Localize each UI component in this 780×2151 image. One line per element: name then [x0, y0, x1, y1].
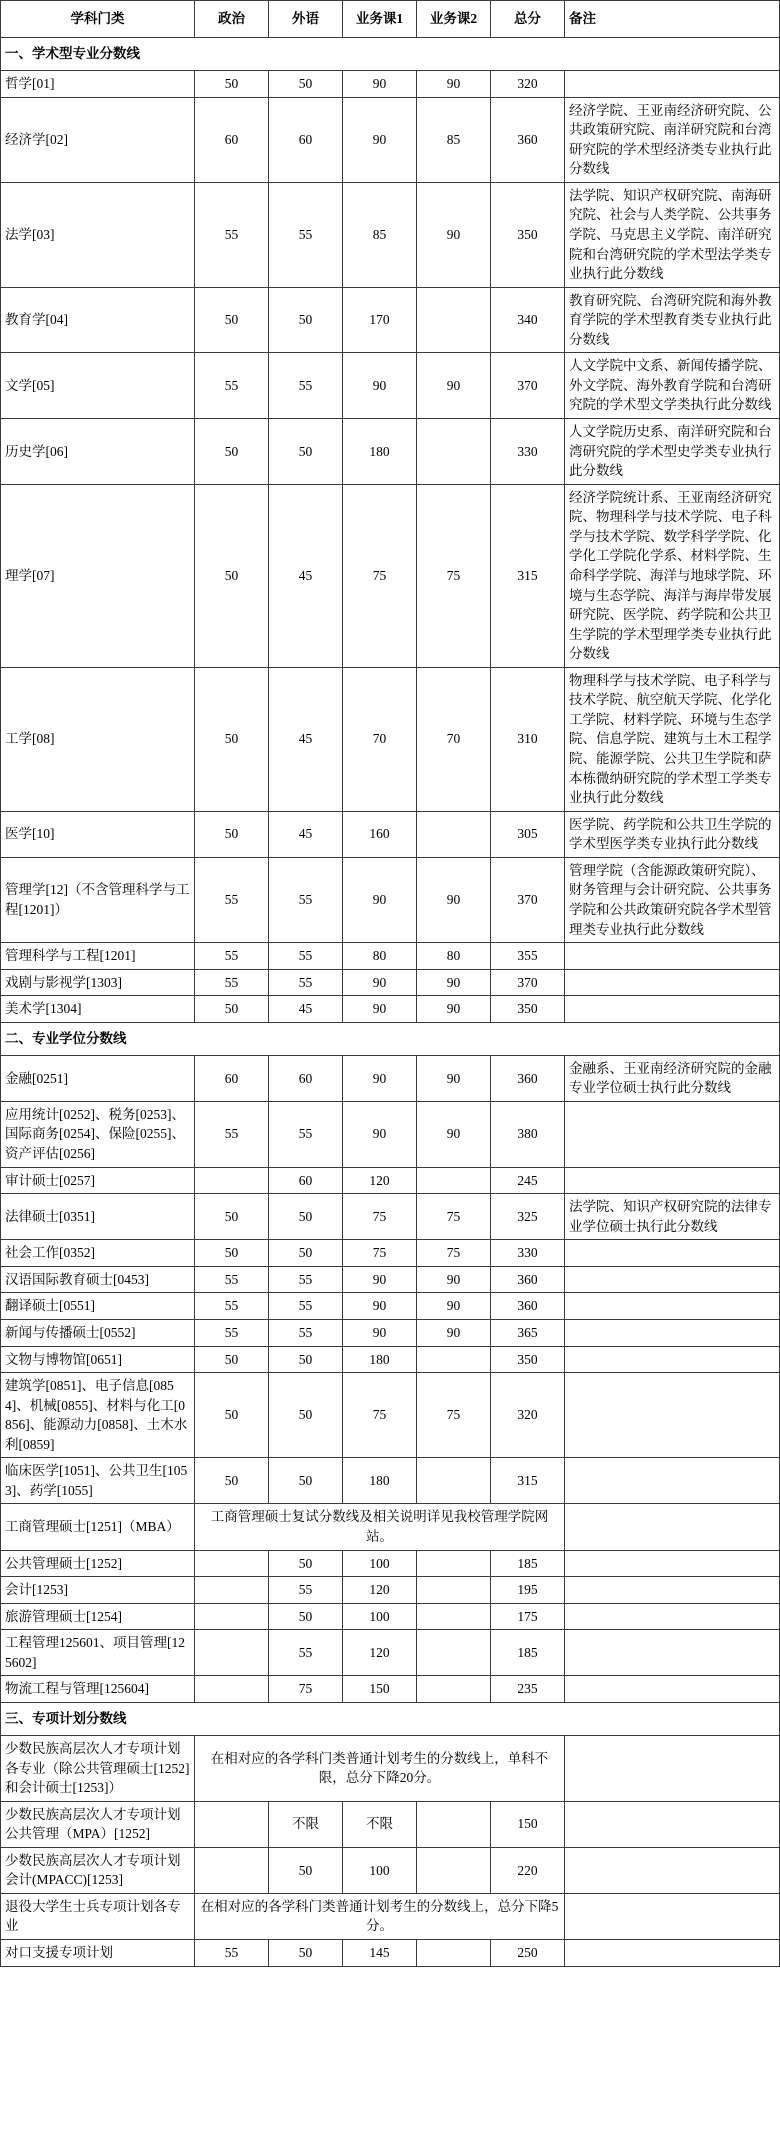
cell-total-score: 340: [491, 287, 565, 353]
cell-total-score: 355: [491, 943, 565, 970]
cell-subject: 教育学[04]: [1, 287, 195, 353]
section-header-row: [1, 38, 780, 71]
table-row: [1, 1055, 780, 1101]
cell-remark: [565, 1630, 780, 1676]
cell-foreign-language: 50: [269, 1603, 343, 1630]
header-politics: 政治: [195, 1, 269, 38]
cell-subject: 少数民族高层次人才专项计划各专业（除公共管理硕士[1252]和会计硕士[1253]）: [1, 1735, 195, 1801]
cell-remark: [565, 1504, 780, 1550]
cell-major-course-2: [417, 811, 491, 857]
cell-major-course-2: 90: [417, 1319, 491, 1346]
table-row: [1, 1240, 780, 1267]
cell-politics: 55: [195, 1940, 269, 1967]
header-subject: 学科门类: [1, 1, 195, 38]
cell-subject: 退役大学生士兵专项计划各专业: [1, 1893, 195, 1939]
cell-foreign-language: 55: [269, 1293, 343, 1320]
cell-foreign-language: 55: [269, 943, 343, 970]
cell-subject: 汉语国际教育硕士[0453]: [1, 1266, 195, 1293]
cell-politics: [195, 1847, 269, 1893]
cell-total-score: 350: [491, 996, 565, 1023]
cell-major-course-2: 90: [417, 353, 491, 419]
cell-foreign-language: 50: [269, 1847, 343, 1893]
cell-foreign-language: 50: [269, 1458, 343, 1504]
cell-politics: 55: [195, 969, 269, 996]
cell-merged-note: 在相对应的各学科门类普通计划考生的分数线上，单科不限，总分下降20分。: [195, 1735, 565, 1801]
cell-foreign-language: 45: [269, 484, 343, 667]
section-title: 二、专业学位分数线: [1, 1022, 780, 1055]
cell-remark: [565, 1603, 780, 1630]
cell-major-course-2: [417, 1847, 491, 1893]
cell-total-score: 330: [491, 1240, 565, 1267]
header-major-course-1: 业务课1: [343, 1, 417, 38]
cell-major-course-2: 90: [417, 996, 491, 1023]
cell-foreign-language: 55: [269, 969, 343, 996]
cell-remark: 管理学院（含能源政策研究院）、财务管理与会计研究院、公共事务学院和公共政策研究院各学术型管理类专业执行此分数线: [565, 857, 780, 942]
cell-remark: 物理科学与技术学院、电子科学与技术学院、航空航天学院、化学化工学院、材料学院、环境与生态学院、信息学院、建筑与土木工程学院、能源学院、公共卫生学院和萨本栋微纳研究院的学术型工学类专业执行此分数线: [565, 667, 780, 811]
cell-major-course-2: [417, 1801, 491, 1847]
cell-politics: [195, 1630, 269, 1676]
cell-total-score: 195: [491, 1577, 565, 1604]
cell-major-course-1: 75: [343, 1194, 417, 1240]
cell-subject: 会计[1253]: [1, 1577, 195, 1604]
cell-major-course-1: 75: [343, 1373, 417, 1458]
cell-remark: [565, 1167, 780, 1194]
table-row: [1, 969, 780, 996]
cell-politics: 55: [195, 353, 269, 419]
cell-foreign-language: 50: [269, 1194, 343, 1240]
table-row: [1, 1293, 780, 1320]
cell-subject: 理学[07]: [1, 484, 195, 667]
cell-total-score: 330: [491, 419, 565, 485]
cell-major-course-2: 70: [417, 667, 491, 811]
cell-remark: 金融系、王亚南经济研究院的金融专业学位硕士执行此分数线: [565, 1055, 780, 1101]
cell-major-course-2: [417, 1630, 491, 1676]
cell-total-score: 185: [491, 1550, 565, 1577]
cell-remark: [565, 996, 780, 1023]
cell-major-course-1: 90: [343, 97, 417, 182]
cell-subject: 管理学[12]（不含管理科学与工程[1201]）: [1, 857, 195, 942]
table-row: [1, 1577, 780, 1604]
cell-foreign-language: 50: [269, 419, 343, 485]
cell-major-course-1: 90: [343, 71, 417, 98]
cell-politics: 50: [195, 71, 269, 98]
cell-subject: 法律硕士[0351]: [1, 1194, 195, 1240]
cell-remark: [565, 1940, 780, 1967]
cell-politics: 55: [195, 1293, 269, 1320]
cell-remark: [565, 1266, 780, 1293]
cell-foreign-language: 60: [269, 97, 343, 182]
cell-major-course-1: 160: [343, 811, 417, 857]
cell-major-course-1: 不限: [343, 1801, 417, 1847]
cell-foreign-language: 55: [269, 1101, 343, 1167]
table-row: [1, 1373, 780, 1458]
cell-subject: 新闻与传播硕士[0552]: [1, 1319, 195, 1346]
cell-major-course-2: [417, 287, 491, 353]
cell-total-score: 175: [491, 1603, 565, 1630]
table-row: [1, 1458, 780, 1504]
cell-major-course-2: 90: [417, 857, 491, 942]
table-row: [1, 1603, 780, 1630]
table-row: [1, 1167, 780, 1194]
cell-total-score: 310: [491, 667, 565, 811]
cell-major-course-2: [417, 419, 491, 485]
cell-politics: 60: [195, 1055, 269, 1101]
cell-total-score: 350: [491, 1346, 565, 1373]
cell-remark: [565, 1801, 780, 1847]
cell-major-course-1: 145: [343, 1940, 417, 1967]
cell-subject: 工程管理125601、项目管理[125602]: [1, 1630, 195, 1676]
cell-major-course-2: 75: [417, 484, 491, 667]
cell-major-course-2: [417, 1676, 491, 1703]
cell-subject: 医学[10]: [1, 811, 195, 857]
table-row: [1, 1940, 780, 1967]
table-row: [1, 1676, 780, 1703]
table-row: [1, 353, 780, 419]
cell-politics: [195, 1603, 269, 1630]
cell-major-course-1: 80: [343, 943, 417, 970]
table-row: [1, 287, 780, 353]
header-row: [1, 1, 780, 38]
cell-foreign-language: 50: [269, 1940, 343, 1967]
cell-foreign-language: 45: [269, 667, 343, 811]
cell-major-course-1: 180: [343, 419, 417, 485]
cell-major-course-2: 90: [417, 182, 491, 287]
cell-total-score: 365: [491, 1319, 565, 1346]
cell-politics: 60: [195, 97, 269, 182]
cell-total-score: 360: [491, 1293, 565, 1320]
cell-major-course-1: 90: [343, 1319, 417, 1346]
cell-subject: 工学[08]: [1, 667, 195, 811]
table-row: [1, 1319, 780, 1346]
cell-major-course-2: [417, 1550, 491, 1577]
cell-merged-note: 在相对应的各学科门类普通计划考生的分数线上，总分下降5分。: [195, 1893, 565, 1939]
cell-foreign-language: 不限: [269, 1801, 343, 1847]
cell-remark: [565, 1319, 780, 1346]
section-title: 三、专项计划分数线: [1, 1702, 780, 1735]
cell-remark: [565, 1101, 780, 1167]
cell-major-course-1: 90: [343, 1293, 417, 1320]
cell-major-course-1: 85: [343, 182, 417, 287]
cell-major-course-2: 75: [417, 1194, 491, 1240]
cell-major-course-2: 80: [417, 943, 491, 970]
cell-subject: 少数民族高层次人才专项计划会计(MPACC)[1253]: [1, 1847, 195, 1893]
section-title: 一、学术型专业分数线: [1, 38, 780, 71]
cell-total-score: 315: [491, 1458, 565, 1504]
table-row: [1, 1266, 780, 1293]
cell-total-score: 380: [491, 1101, 565, 1167]
table-row: [1, 1194, 780, 1240]
cell-major-course-2: 90: [417, 969, 491, 996]
cell-politics: 55: [195, 943, 269, 970]
cell-major-course-2: [417, 1577, 491, 1604]
table-row: [1, 1893, 780, 1939]
cell-remark: 教育研究院、台湾研究院和海外教育学院的学术型教育类专业执行此分数线: [565, 287, 780, 353]
cell-foreign-language: 60: [269, 1167, 343, 1194]
table-row: [1, 182, 780, 287]
cell-foreign-language: 75: [269, 1676, 343, 1703]
table-row: [1, 1847, 780, 1893]
cell-foreign-language: 55: [269, 1319, 343, 1346]
cell-major-course-2: 90: [417, 71, 491, 98]
cell-total-score: 235: [491, 1676, 565, 1703]
cell-subject: 工商管理硕士[1251]（MBA）: [1, 1504, 195, 1550]
cell-politics: 50: [195, 996, 269, 1023]
table-header: [1, 1, 780, 38]
cell-remark: 人文学院中文系、新闻传播学院、外文学院、海外教育学院和台湾研究院的学术型文学类执行此分数线: [565, 353, 780, 419]
cell-subject: 公共管理硕士[1252]: [1, 1550, 195, 1577]
cell-foreign-language: 55: [269, 1266, 343, 1293]
cell-total-score: 150: [491, 1801, 565, 1847]
header-major-course-2: 业务课2: [417, 1, 491, 38]
cell-remark: [565, 969, 780, 996]
cell-total-score: 315: [491, 484, 565, 667]
cell-major-course-1: 150: [343, 1676, 417, 1703]
cell-politics: 50: [195, 1346, 269, 1373]
cell-remark: [565, 1373, 780, 1458]
cell-major-course-1: 100: [343, 1550, 417, 1577]
cell-major-course-1: 90: [343, 353, 417, 419]
table-row: [1, 1630, 780, 1676]
cell-politics: [195, 1801, 269, 1847]
cell-merged-note: 工商管理硕士复试分数线及相关说明详见我校管理学院网站。: [195, 1504, 565, 1550]
cell-subject: 物流工程与管理[125604]: [1, 1676, 195, 1703]
cell-politics: 50: [195, 1458, 269, 1504]
cell-politics: 50: [195, 1240, 269, 1267]
cell-total-score: 370: [491, 353, 565, 419]
cell-politics: 50: [195, 287, 269, 353]
cell-remark: 人文学院历史系、南洋研究院和台湾研究院的学术型史学类专业执行此分数线: [565, 419, 780, 485]
cell-major-course-1: 90: [343, 1055, 417, 1101]
cell-major-course-2: [417, 1940, 491, 1967]
cell-foreign-language: 50: [269, 1550, 343, 1577]
cell-total-score: 360: [491, 1055, 565, 1101]
cell-politics: 55: [195, 182, 269, 287]
cell-remark: 法学院、知识产权研究院的法律专业学位硕士执行此分数线: [565, 1194, 780, 1240]
header-foreign-language: 外语: [269, 1, 343, 38]
table-body: [1, 38, 780, 1967]
table-row: [1, 996, 780, 1023]
cell-foreign-language: 45: [269, 811, 343, 857]
cell-total-score: 325: [491, 1194, 565, 1240]
table-row: [1, 667, 780, 811]
cell-remark: [565, 1577, 780, 1604]
cell-total-score: 245: [491, 1167, 565, 1194]
cell-politics: 50: [195, 667, 269, 811]
cell-subject: 美术学[1304]: [1, 996, 195, 1023]
cell-major-course-1: 90: [343, 857, 417, 942]
cell-remark: [565, 1893, 780, 1939]
cell-subject: 翻译硕士[0551]: [1, 1293, 195, 1320]
cell-remark: [565, 1293, 780, 1320]
cell-major-course-1: 170: [343, 287, 417, 353]
cell-remark: 经济学院、王亚南经济研究院、公共政策研究院、南洋研究院和台湾研究院的学术型经济类专业执行此分数线: [565, 97, 780, 182]
cell-remark: [565, 1847, 780, 1893]
table-row: [1, 811, 780, 857]
cell-remark: [565, 1676, 780, 1703]
cell-subject: 文物与博物馆[0651]: [1, 1346, 195, 1373]
cell-major-course-2: [417, 1603, 491, 1630]
cell-remark: 医学院、药学院和公共卫生学院的学术型医学类专业执行此分数线: [565, 811, 780, 857]
table-row: [1, 484, 780, 667]
cell-subject: 建筑学[0851]、电子信息[0854]、机械[0855]、材料与化工[0856]、能源动力[0858]、土木水利[0859]: [1, 1373, 195, 1458]
cell-subject: 旅游管理硕士[1254]: [1, 1603, 195, 1630]
cell-politics: 55: [195, 857, 269, 942]
cell-total-score: 370: [491, 857, 565, 942]
cell-total-score: 320: [491, 1373, 565, 1458]
cell-foreign-language: 50: [269, 1373, 343, 1458]
header-total-score: 总分: [491, 1, 565, 38]
cell-foreign-language: 50: [269, 1346, 343, 1373]
cell-remark: [565, 943, 780, 970]
cell-major-course-2: 90: [417, 1101, 491, 1167]
cell-foreign-language: 55: [269, 353, 343, 419]
cell-politics: 55: [195, 1266, 269, 1293]
cell-major-course-1: 120: [343, 1630, 417, 1676]
table-row: [1, 1346, 780, 1373]
cell-foreign-language: 55: [269, 182, 343, 287]
cell-major-course-2: [417, 1458, 491, 1504]
cell-major-course-1: 100: [343, 1847, 417, 1893]
cell-politics: 50: [195, 811, 269, 857]
section-header-row: [1, 1022, 780, 1055]
cell-total-score: 360: [491, 97, 565, 182]
cell-major-course-1: 90: [343, 996, 417, 1023]
cell-subject: 金融[0251]: [1, 1055, 195, 1101]
table-row: [1, 71, 780, 98]
cell-remark: [565, 1550, 780, 1577]
cell-remark: [565, 1735, 780, 1801]
cell-subject: 对口支援专项计划: [1, 1940, 195, 1967]
cell-major-course-2: 90: [417, 1266, 491, 1293]
cell-major-course-1: 120: [343, 1577, 417, 1604]
table-row: [1, 1735, 780, 1801]
section-header-row: [1, 1702, 780, 1735]
cell-subject: 文学[05]: [1, 353, 195, 419]
cell-major-course-1: 90: [343, 969, 417, 996]
cell-remark: 法学院、知识产权研究院、南海研究院、社会与人类学院、公共事务学院、马克思主义学院、南洋研究院和台湾研究院的学术型法学类专业执行此分数线: [565, 182, 780, 287]
cell-total-score: 185: [491, 1630, 565, 1676]
table-row: [1, 857, 780, 942]
cell-total-score: 320: [491, 71, 565, 98]
cell-total-score: 220: [491, 1847, 565, 1893]
cell-major-course-1: 75: [343, 484, 417, 667]
cell-foreign-language: 55: [269, 1630, 343, 1676]
cell-politics: 50: [195, 1194, 269, 1240]
cell-total-score: 305: [491, 811, 565, 857]
cell-foreign-language: 50: [269, 1240, 343, 1267]
cell-foreign-language: 50: [269, 287, 343, 353]
cell-subject: 社会工作[0352]: [1, 1240, 195, 1267]
cell-major-course-1: 180: [343, 1458, 417, 1504]
table-row: [1, 419, 780, 485]
cell-major-course-1: 120: [343, 1167, 417, 1194]
header-remark: 备注: [565, 1, 780, 38]
cell-foreign-language: 45: [269, 996, 343, 1023]
cell-subject: 少数民族高层次人才专项计划公共管理（MPA）[1252]: [1, 1801, 195, 1847]
cell-remark: 经济学院统计系、王亚南经济研究院、物理科学与技术学院、电子科学与技术学院、数学科学学院、化学化工学院化学系、材料学院、生命科学学院、海洋与地球学院、环境与生态学院、海洋与海岸带发展研究院、医学院、药学院和公共卫生学院的学术型理学类专业执行此分数线: [565, 484, 780, 667]
table-row: [1, 97, 780, 182]
cell-foreign-language: 55: [269, 857, 343, 942]
cell-major-course-2: 90: [417, 1055, 491, 1101]
cell-major-course-2: 85: [417, 97, 491, 182]
cell-politics: 50: [195, 419, 269, 485]
cell-major-course-1: 180: [343, 1346, 417, 1373]
cell-major-course-1: 100: [343, 1603, 417, 1630]
cell-subject: 历史学[06]: [1, 419, 195, 485]
cell-subject: 管理科学与工程[1201]: [1, 943, 195, 970]
cell-subject: 哲学[01]: [1, 71, 195, 98]
cell-subject: 应用统计[0252]、税务[0253]、国际商务[0254]、保险[0255]、资产评估[0256]: [1, 1101, 195, 1167]
cell-politics: 55: [195, 1319, 269, 1346]
cell-total-score: 250: [491, 1940, 565, 1967]
cell-politics: [195, 1676, 269, 1703]
cell-total-score: 360: [491, 1266, 565, 1293]
table-row: [1, 943, 780, 970]
cell-major-course-1: 75: [343, 1240, 417, 1267]
cell-foreign-language: 60: [269, 1055, 343, 1101]
cell-major-course-1: 90: [343, 1101, 417, 1167]
cell-major-course-2: 75: [417, 1373, 491, 1458]
cell-subject: 经济学[02]: [1, 97, 195, 182]
table-row: [1, 1101, 780, 1167]
cell-subject: 审计硕士[0257]: [1, 1167, 195, 1194]
cell-subject: 临床医学[1051]、公共卫生[1053]、药学[1055]: [1, 1458, 195, 1504]
cell-total-score: 350: [491, 182, 565, 287]
cell-politics: [195, 1577, 269, 1604]
cell-major-course-2: [417, 1346, 491, 1373]
cell-major-course-1: 70: [343, 667, 417, 811]
cell-foreign-language: 50: [269, 71, 343, 98]
cell-remark: [565, 1240, 780, 1267]
cell-politics: [195, 1550, 269, 1577]
cell-subject: 戏剧与影视学[1303]: [1, 969, 195, 996]
cell-major-course-1: 90: [343, 1266, 417, 1293]
cell-politics: [195, 1167, 269, 1194]
cell-politics: 50: [195, 484, 269, 667]
cell-remark: [565, 1458, 780, 1504]
table-row: [1, 1550, 780, 1577]
cell-remark: [565, 1346, 780, 1373]
cell-politics: 55: [195, 1101, 269, 1167]
cell-foreign-language: 55: [269, 1577, 343, 1604]
cell-major-course-2: 90: [417, 1293, 491, 1320]
cell-total-score: 370: [491, 969, 565, 996]
cell-politics: 50: [195, 1373, 269, 1458]
cell-remark: [565, 71, 780, 98]
cell-subject: 法学[03]: [1, 182, 195, 287]
cell-major-course-2: 75: [417, 1240, 491, 1267]
table-row: [1, 1801, 780, 1847]
cell-major-course-2: [417, 1167, 491, 1194]
table-row: [1, 1504, 780, 1550]
